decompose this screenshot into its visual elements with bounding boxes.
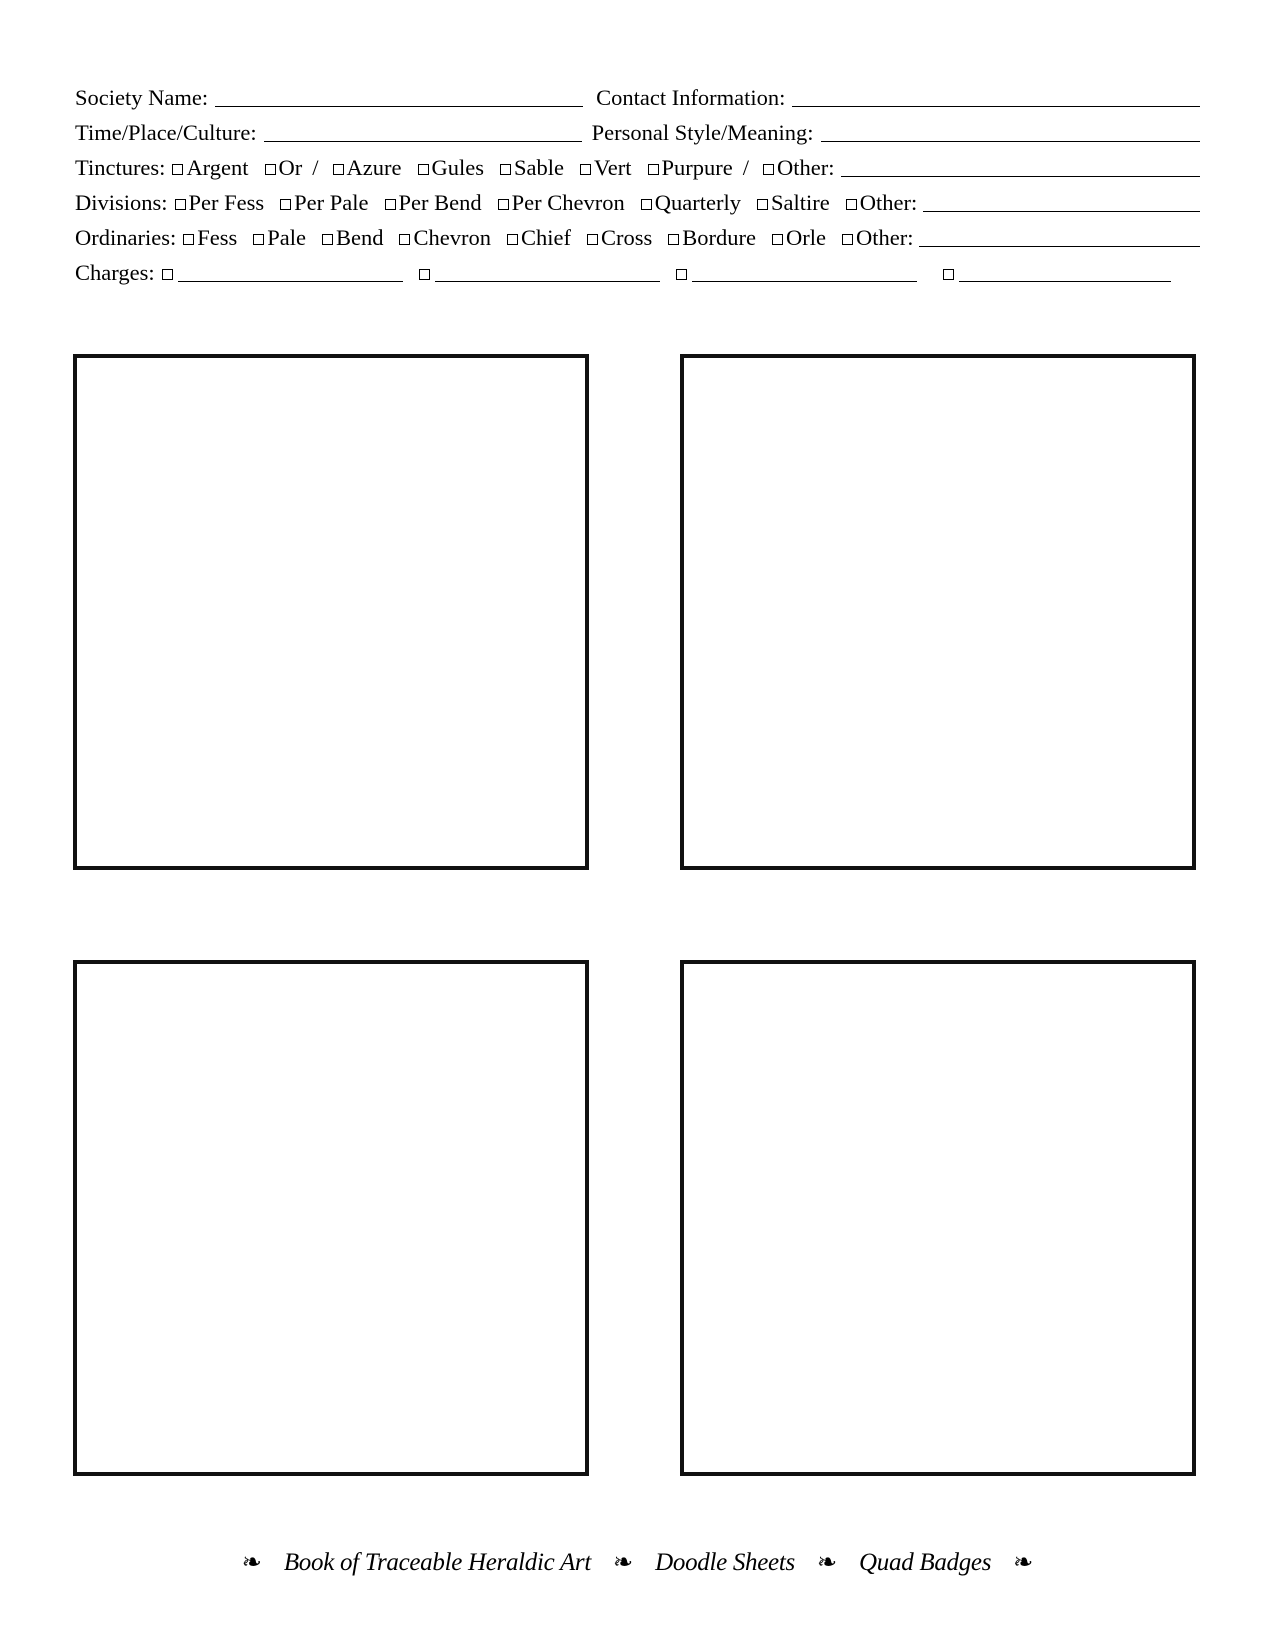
checkbox-icon[interactable]	[641, 199, 652, 210]
personal-style-field[interactable]	[821, 123, 1200, 142]
checkbox-icon[interactable]	[183, 234, 194, 245]
checkbox-icon[interactable]	[498, 199, 509, 210]
badge-panel-3[interactable]	[73, 960, 589, 1476]
checkbox-icon[interactable]	[265, 164, 276, 175]
charge-4[interactable]	[943, 263, 1171, 284]
time-place-field[interactable]	[264, 123, 582, 142]
checkbox-icon[interactable]	[676, 269, 687, 280]
tincture-or[interactable]: Or	[265, 157, 303, 180]
charge-1[interactable]	[162, 263, 403, 284]
tincture-other-field[interactable]	[841, 158, 1201, 177]
checkbox-icon[interactable]	[772, 234, 783, 245]
division-per-bend[interactable]: Per Bend	[385, 192, 482, 215]
division-other-field[interactable]	[923, 193, 1200, 212]
checkbox-icon[interactable]	[846, 199, 857, 210]
checkbox-icon[interactable]	[507, 234, 518, 245]
tincture-sable[interactable]: Sable	[500, 157, 564, 180]
row-charges	[75, 249, 1200, 284]
footer-doodle-sheets: Doodle Sheets	[655, 1548, 795, 1576]
division-quarterly[interactable]: Quarterly	[641, 192, 741, 215]
charge-field[interactable]	[435, 263, 660, 282]
checkbox-icon[interactable]	[418, 164, 429, 175]
personal-style-label: Personal Style/Meaning:	[591, 119, 814, 145]
charge-3[interactable]	[676, 263, 917, 284]
ordinary-fess[interactable]: Fess	[183, 227, 237, 250]
checkbox-icon[interactable]	[943, 269, 954, 280]
tincture-other[interactable]: Other:	[763, 157, 834, 180]
fleuron-icon: ❧	[241, 1550, 262, 1576]
slash-separator: /	[742, 154, 750, 180]
ordinary-orle[interactable]: Orle	[772, 227, 826, 250]
society-name-field[interactable]	[215, 88, 583, 107]
checkbox-icon[interactable]	[322, 234, 333, 245]
fleuron-icon: ❧	[613, 1550, 634, 1576]
ordinary-chevron[interactable]: Chevron	[399, 227, 491, 250]
divisions-label: Divisions:	[75, 189, 168, 215]
charge-field[interactable]	[959, 263, 1171, 282]
header-form	[75, 74, 1200, 284]
division-per-chevron[interactable]: Per Chevron	[498, 192, 625, 215]
division-per-fess[interactable]: Per Fess	[175, 192, 265, 215]
row-culture	[75, 109, 1200, 144]
row-names	[75, 74, 1200, 109]
checkbox-icon[interactable]	[580, 164, 591, 175]
row-tinctures	[75, 144, 1200, 179]
checkbox-icon[interactable]	[757, 199, 768, 210]
time-place-label: Time/Place/Culture:	[75, 119, 257, 145]
ordinary-other[interactable]: Other:	[842, 227, 913, 250]
checkbox-icon[interactable]	[648, 164, 659, 175]
checkbox-icon[interactable]	[172, 164, 183, 175]
checkbox-icon[interactable]	[175, 199, 186, 210]
tincture-azure[interactable]: Azure	[333, 157, 402, 180]
checkbox-icon[interactable]	[842, 234, 853, 245]
ordinaries-label: Ordinaries:	[75, 224, 177, 250]
row-divisions	[75, 179, 1200, 214]
society-name-label: Society Name:	[75, 84, 209, 110]
tincture-vert[interactable]: Vert	[580, 157, 632, 180]
footer-quad-badges: Quad Badges	[859, 1548, 992, 1576]
tinctures-label: Tinctures:	[75, 154, 166, 180]
ordinary-pale[interactable]: Pale	[253, 227, 306, 250]
slash-separator: /	[312, 154, 319, 180]
division-saltire[interactable]: Saltire	[757, 192, 830, 215]
ordinary-bordure[interactable]: Bordure	[668, 227, 756, 250]
checkbox-icon[interactable]	[333, 164, 344, 175]
checkbox-icon[interactable]	[587, 234, 598, 245]
ordinary-cross[interactable]: Cross	[587, 227, 652, 250]
tincture-purpure[interactable]: Purpure	[648, 157, 733, 180]
checkbox-icon[interactable]	[253, 234, 264, 245]
checkbox-icon[interactable]	[399, 234, 410, 245]
checkbox-icon[interactable]	[763, 164, 774, 175]
badge-panel-1[interactable]	[73, 354, 589, 870]
ordinary-other-field[interactable]	[919, 228, 1200, 247]
checkbox-icon[interactable]	[162, 269, 173, 280]
division-other[interactable]: Other:	[846, 192, 917, 215]
tincture-argent[interactable]: Argent	[172, 157, 248, 180]
checkbox-icon[interactable]	[280, 199, 291, 210]
badge-panel-4[interactable]	[680, 960, 1196, 1476]
fleuron-icon: ❧	[1013, 1550, 1034, 1576]
division-per-pale[interactable]: Per Pale	[280, 192, 368, 215]
badge-panel-2[interactable]	[680, 354, 1196, 870]
contact-field[interactable]	[792, 88, 1200, 107]
footer-book-title: Book of Traceable Heraldic Art	[283, 1548, 591, 1576]
contact-label: Contact Information:	[596, 84, 786, 110]
checkbox-icon[interactable]	[419, 269, 430, 280]
charge-2[interactable]	[419, 263, 660, 284]
charges-label: Charges:	[75, 259, 155, 285]
fleuron-icon: ❧	[816, 1550, 838, 1576]
checkbox-icon[interactable]	[385, 199, 396, 210]
row-ordinaries	[75, 214, 1200, 249]
ordinary-bend[interactable]: Bend	[322, 227, 384, 250]
checkbox-icon[interactable]	[500, 164, 511, 175]
ordinary-chief[interactable]: Chief	[507, 227, 571, 250]
checkbox-icon[interactable]	[668, 234, 679, 245]
charge-field[interactable]	[178, 263, 403, 282]
footer	[0, 1548, 1275, 1577]
charge-field[interactable]	[692, 263, 917, 282]
tincture-gules[interactable]: Gules	[418, 157, 485, 180]
